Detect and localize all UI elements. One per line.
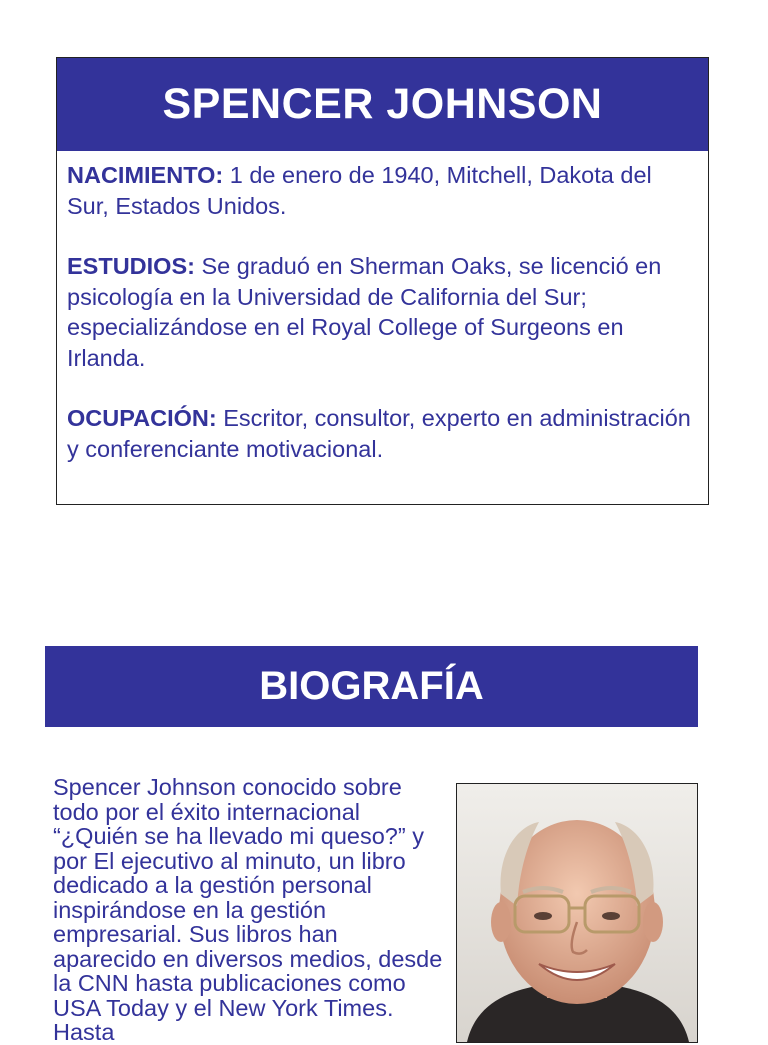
profile-name: SPENCER JOHNSON bbox=[162, 80, 603, 128]
profile-name-header bbox=[57, 58, 708, 151]
biography-header bbox=[45, 646, 698, 727]
studies-paragraph bbox=[67, 251, 698, 373]
occupation-text: Escritor, consultor, experto en administración y conferenciante motivacional. bbox=[67, 405, 691, 462]
occupation-label: OCUPACIÓN: bbox=[67, 405, 217, 431]
studies-label: ESTUDIOS: bbox=[67, 253, 195, 279]
studies-text: Se graduó en Sherman Oaks, se licenció en psicología en la Universidad de California del Sur; especializándose en el Royal College of Surgeons en Irlanda. bbox=[67, 253, 662, 371]
occupation-paragraph bbox=[67, 403, 698, 464]
profile-details bbox=[57, 151, 708, 464]
biography-text: Spencer Johnson conocido sobre todo por el éxito internacional “¿Quién se ha llevado mi queso?” y por El ejecutivo al minuto, un libro dedicado a la gestión personal inspirándose en la gestión empresarial. Sus libros han aparecido en diversos medios, desde la CNN hasta publicaciones como USA Today y el New York Times. Hasta bbox=[53, 774, 443, 1045]
portrait-photo bbox=[456, 783, 698, 1043]
profile-card bbox=[56, 57, 709, 505]
birth-paragraph bbox=[67, 160, 698, 221]
biography-title: BIOGRAFÍA bbox=[259, 664, 484, 708]
birth-label: NACIMIENTO: bbox=[67, 162, 224, 188]
birth-text: 1 de enero de 1940, Mitchell, Dakota del Sur, Estados Unidos. bbox=[67, 162, 652, 219]
